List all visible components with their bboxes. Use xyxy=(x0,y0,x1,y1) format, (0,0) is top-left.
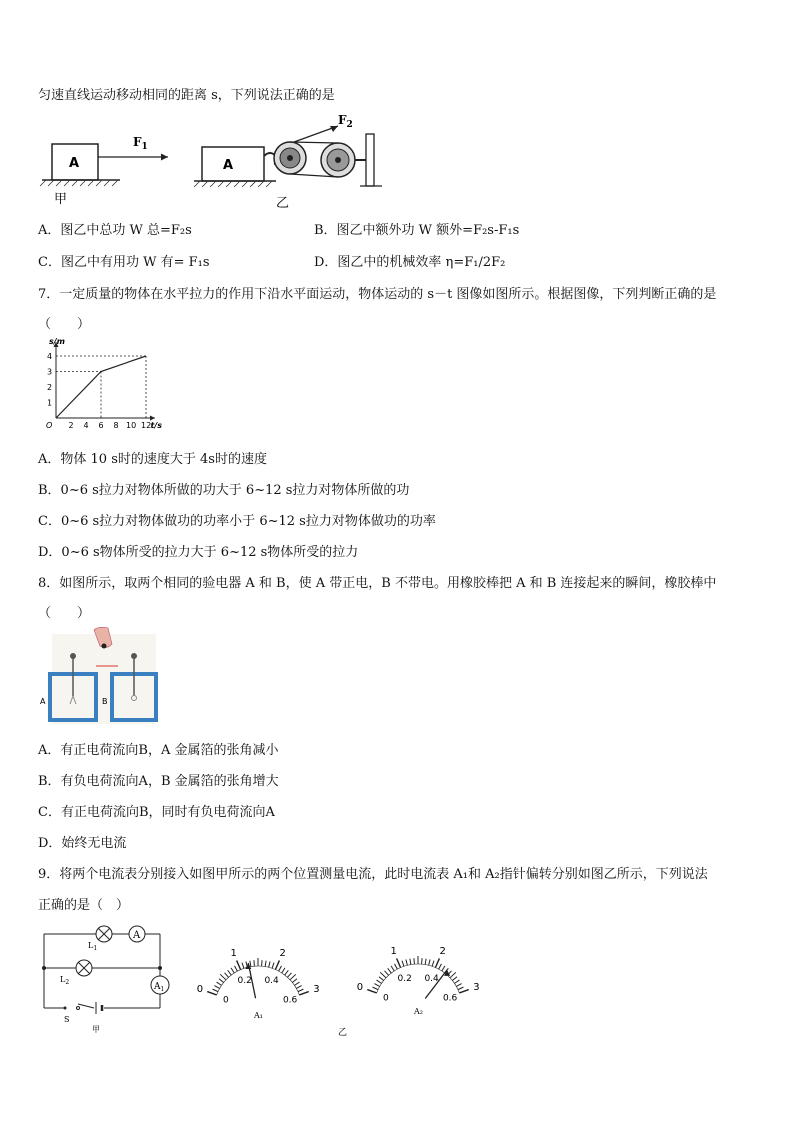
dial-inner-label: 0 xyxy=(223,995,229,1006)
dial-tick xyxy=(442,966,445,971)
x-tick-label: 12 xyxy=(141,421,152,430)
dial-tick xyxy=(296,986,301,989)
block-a-yi-label: A xyxy=(223,158,234,173)
dial-tick xyxy=(220,974,226,979)
dial-outer-label: 2 xyxy=(439,946,446,958)
ground-hatch-jia xyxy=(40,180,118,186)
dial-tick xyxy=(380,972,386,977)
dial-tick xyxy=(429,959,430,965)
dial-tick xyxy=(395,964,398,969)
q7-paren: （ ） xyxy=(38,317,91,332)
dial-tick xyxy=(279,966,282,971)
q8-paren: （ ） xyxy=(38,606,91,621)
dial-tick xyxy=(225,973,229,977)
q7-stem: 7．一定质量的物体在水平拉力的作用下沿水平面运动，物体运动的 s－t 图像如图所示。根据图像，下列判断正确的是 xyxy=(38,287,717,302)
q9-stem-line2: 正确的是（ ） xyxy=(38,898,130,913)
x-tick-label: 10 xyxy=(126,421,137,430)
dial-tick xyxy=(275,960,279,969)
dial-tick xyxy=(265,961,266,967)
dial-tick xyxy=(377,980,382,983)
q7-option-a[interactable]: A．物体 10 s时的速度大于 4s时的速度 xyxy=(38,452,267,467)
q6-option-a[interactable]: A．图乙中总功 W 总=F₂s xyxy=(38,223,192,238)
dial-inner-label: 0.6 xyxy=(442,993,458,1004)
q9-stem-line1: 9．将两个电流表分别接入如图甲所示的两个位置测量电流，此时电流表 A₁和 A₂指针偏转分别如图乙所示，下列说法 xyxy=(38,867,708,882)
dial-tick xyxy=(242,963,244,969)
dial-tick xyxy=(290,974,296,979)
dial-tick xyxy=(388,968,392,973)
x-tick-label: 4 xyxy=(83,421,89,430)
y-tick-label: 3 xyxy=(47,367,53,377)
dial-tick xyxy=(237,960,241,969)
dial-tick xyxy=(213,989,218,992)
dial-tick xyxy=(406,959,407,965)
q8-option-b[interactable]: B．有负电荷流向A，B 金属箔的张角增大 xyxy=(38,774,279,789)
label-yi: 乙 xyxy=(276,196,290,210)
dial-tick xyxy=(439,964,442,969)
dial-tick xyxy=(452,977,457,981)
q8-option-a[interactable]: A．有正电荷流向B，A 金属箔的张角减小 xyxy=(38,743,279,758)
dial-outer-label: 0 xyxy=(196,983,204,995)
meter-a1-caption: A₁ xyxy=(254,1011,263,1020)
q8-stem: 8．如图所示，取两个相同的验电器 A 和 B，使 A 带正电，B 不带电。用橡胶棒把 A 和 B 连接起来的瞬间，橡胶棒中 xyxy=(38,576,717,591)
dial-tick xyxy=(217,982,222,985)
q6-option-b[interactable]: B．图乙中额外功 W 额外=F₂s-F₁s xyxy=(314,223,520,238)
q7-option-c[interactable]: C．0~6 s拉力对物体做功的功率小于 6~12 s拉力对物体做功的功率 xyxy=(38,514,436,529)
dial-inner-label: 0.2 xyxy=(237,975,252,986)
dial-tick xyxy=(250,961,251,967)
dial-tick xyxy=(385,971,389,975)
meter-a1 xyxy=(197,948,320,1005)
dial-tick xyxy=(294,982,299,985)
dial-tick xyxy=(402,961,404,967)
dial-inner-label: 0.6 xyxy=(282,995,298,1006)
q7-st-graph xyxy=(38,336,178,436)
dial-tick xyxy=(435,958,439,967)
dial-tick xyxy=(410,959,411,965)
dial-tick xyxy=(425,959,426,965)
q8-electroscope-figure xyxy=(38,626,158,726)
dial-tick xyxy=(235,966,238,971)
label-f2: $F_2$ xyxy=(338,113,353,130)
dial-arc xyxy=(377,964,460,993)
dial-outer-label: 3 xyxy=(313,983,320,995)
meter-a2 xyxy=(357,946,480,1003)
q7-option-b[interactable]: B．0~6 s拉力对物体所做的功大于 6~12 s拉力对物体所做的功 xyxy=(38,483,410,498)
dial-tick xyxy=(379,977,384,981)
y-axis-label: s/m xyxy=(49,337,66,347)
x-tick-label: 2 xyxy=(68,421,74,430)
dial-outer-label: 1 xyxy=(390,946,397,958)
label-jia: 甲 xyxy=(92,1025,100,1034)
label-l2: $L_2$ xyxy=(60,975,70,986)
dial-tick xyxy=(219,979,224,983)
dial-tick xyxy=(272,963,274,969)
dial-tick xyxy=(282,968,285,973)
dial-tick xyxy=(373,987,378,990)
dial-tick xyxy=(456,984,461,987)
dial-outer-label: 2 xyxy=(279,948,286,960)
label-electroscope-a: A xyxy=(40,697,46,706)
rod-tip xyxy=(102,644,107,649)
x-tick-label: 8 xyxy=(113,421,119,430)
dial-tick xyxy=(299,992,308,995)
x-axis-label: t/s xyxy=(150,421,163,430)
q8-option-d[interactable]: D．始终无电流 xyxy=(38,836,127,851)
dial-arc xyxy=(217,966,300,995)
x-tick-label: 6 xyxy=(98,421,104,430)
wall xyxy=(366,134,374,186)
dial-tick xyxy=(292,979,297,983)
dial-outer-label: 1 xyxy=(230,948,237,960)
label-l1: $L_1$ xyxy=(88,941,98,952)
dial-tick xyxy=(397,958,401,967)
lamp-l2 xyxy=(76,960,92,976)
q7-option-d[interactable]: D．0~6 s物体所受的拉力大于 6~12 s物体所受的拉力 xyxy=(38,545,359,560)
dial-tick xyxy=(231,968,234,973)
q9-meters xyxy=(178,922,508,1037)
q6-option-d[interactable]: D．图乙中的机械效率 η=F₁/2F₂ xyxy=(314,255,506,270)
origin-label: O xyxy=(46,421,53,430)
label-f1: $F_1$ xyxy=(133,135,148,152)
y-tick-label: 1 xyxy=(47,398,53,408)
q6-intro: 匀速直线运动移动相同的距离 s，下列说法正确的是 xyxy=(38,88,335,103)
meter-a2-caption: A₂ xyxy=(414,1007,423,1016)
label-electroscope-b: B xyxy=(102,697,108,706)
dial-tick xyxy=(207,992,216,995)
dial-tick xyxy=(285,970,289,975)
dial-tick xyxy=(298,989,303,992)
dial-tick xyxy=(228,970,232,975)
dial-inner-label: 0.2 xyxy=(397,973,412,984)
label-switch: S xyxy=(64,1015,70,1024)
dial-tick xyxy=(269,961,270,967)
label-yi: 乙 xyxy=(338,1028,348,1037)
dial-tick xyxy=(287,973,291,977)
dial-inner-label: 0.4 xyxy=(424,973,439,984)
y-tick-label: 2 xyxy=(47,383,53,392)
dial-tick xyxy=(450,972,456,977)
q6-option-c[interactable]: C．图乙中有用功 W 有= F₁s xyxy=(38,255,210,270)
dial-inner-label: 0 xyxy=(383,993,389,1004)
block-a-jia-label: A xyxy=(69,156,80,171)
dial-tick xyxy=(391,966,394,971)
dial-tick xyxy=(374,984,379,987)
label-jia: 甲 xyxy=(54,192,68,207)
q9-circuit-diagram xyxy=(38,924,178,1034)
dial-outer-label: 0 xyxy=(356,981,364,993)
ammeter-a1-label: $A_1$ xyxy=(154,982,165,993)
dial-tick xyxy=(454,980,459,983)
ammeter-a-label: A xyxy=(133,930,141,941)
q8-option-c[interactable]: C．有正电荷流向B，同时有负电荷流向A xyxy=(38,805,275,820)
dial-tick xyxy=(458,987,463,990)
dial-tick xyxy=(214,986,219,989)
dial-tick xyxy=(459,990,468,993)
dial-inner-label: 0.4 xyxy=(264,975,279,986)
lamp-l1 xyxy=(96,926,112,942)
dial-outer-label: 3 xyxy=(473,981,480,993)
dial-tick xyxy=(367,990,376,993)
dial-tick xyxy=(432,961,434,967)
q6-figure xyxy=(38,110,398,210)
y-tick-label: 4 xyxy=(47,352,53,361)
